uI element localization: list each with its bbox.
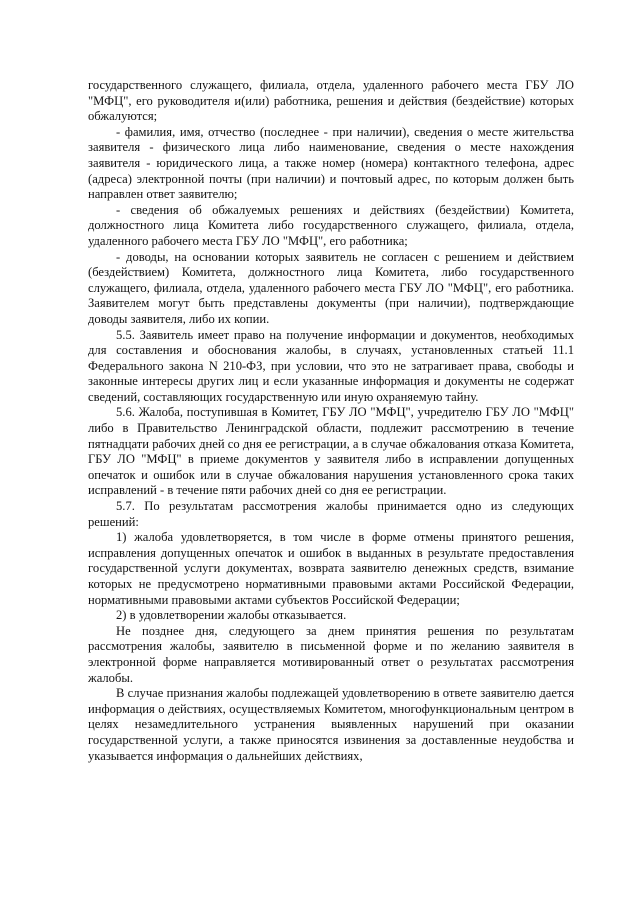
paragraph-10: Не позднее дня, следующего за днем принятия решения по результатам рассмотрения жалобы, заявителю в письменной форме и по желанию заявителя в электронной форме направляется мотивированный ответ о результатах рассмотрения жалобы. [88,623,574,685]
paragraph-5: 5.5. Заявитель имеет право на получение информации и документов, необходимых для составления и обоснования жалобы, в случаях, установленных статьей 11.1 Федерального закона N 210-ФЗ, при условии, что это не затрагивает права, свободы и законные интересы других лиц и если указанные информация и документы не содержат сведений, составляющих государственную или иную охраняемую тайну. [88,327,574,404]
paragraph-8: 1) жалоба удовлетворяется, в том числе в форме отмены принятого решения, исправления допущенных опечаток и ошибок в выданных в результате предоставления государственной услуги документах, возврата заявителю денежных средств, взимание которых не предусмотрено нормативными правовыми актами Российской Федерации, нормативными правовыми актами субъектов Российской Федерации; [88,530,574,607]
paragraph-6: 5.6. Жалоба, поступившая в Комитет, ГБУ ЛО "МФЦ", учредителю ГБУ ЛО "МФЦ" либо в Правительство Ленинградской области, подлежит рассмотрению в течение пятнадцати рабочих дней со дня ее регистрации, а в случае обжалования отказа Комитета, ГБУ ЛО "МФЦ" в приеме документов у заявителя либо в исправлении допущенных опечаток и ошибок или в случае обжалования нарушения установленного срока таких исправлений - в течение пяти рабочих дней со дня ее регистрации. [88,405,574,498]
paragraph-9: 2) в удовлетворении жалобы отказывается. [116,608,347,623]
paragraph-1: государственного служащего, филиала, отдела, удаленного рабочего места ГБУ ЛО "МФЦ", его руководителя и(или) работника, решения и действия (бездействие) которых обжалуются; [88,78,574,124]
paragraph-11: В случае признания жалобы подлежащей удовлетворению в ответе заявителю дается информация о действиях, осуществляемых Комитетом, многофункциональным центром в целях незамедлительного устранения выявленных нарушений при оказании государственной услуги, а также приносятся извинения за доставленные неудобства и указывается информация о дальнейших действиях, [88,686,574,763]
paragraph-4: - доводы, на основании которых заявитель не согласен с решением и действием (бездействием) Комитета, должностного лица Комитета, либо государственного служащего, филиала, отдела, удаленного рабочего места ГБУ ЛО "МФЦ", его работника. Заявителем могут быть представлены документы (при наличии), подтверждающие доводы заявителя, либо их копии. [88,249,574,326]
paragraph-2: - фамилия, имя, отчество (последнее - при наличии), сведения о месте жительства заявителя - физического лица либо наименование, сведения о месте нахождения заявителя - юридического лица, а также номер (номера) контактного телефона, адрес (адреса) электронной почты (при наличии) и почтовый адрес, по которым должен быть направлен ответ заявителю; [88,124,574,202]
paragraph-3: - сведения об обжалуемых решениях и действиях (бездействии) Комитета, должностного лица Комитета либо государственного служащего, филиала, отдела, удаленного рабочего места ГБУ ЛО "МФЦ", его работника; [88,202,574,248]
paragraph-7: 5.7. По результатам рассмотрения жалобы принимается одно из следующих решений: [88,499,574,529]
document-page [88,78,574,764]
